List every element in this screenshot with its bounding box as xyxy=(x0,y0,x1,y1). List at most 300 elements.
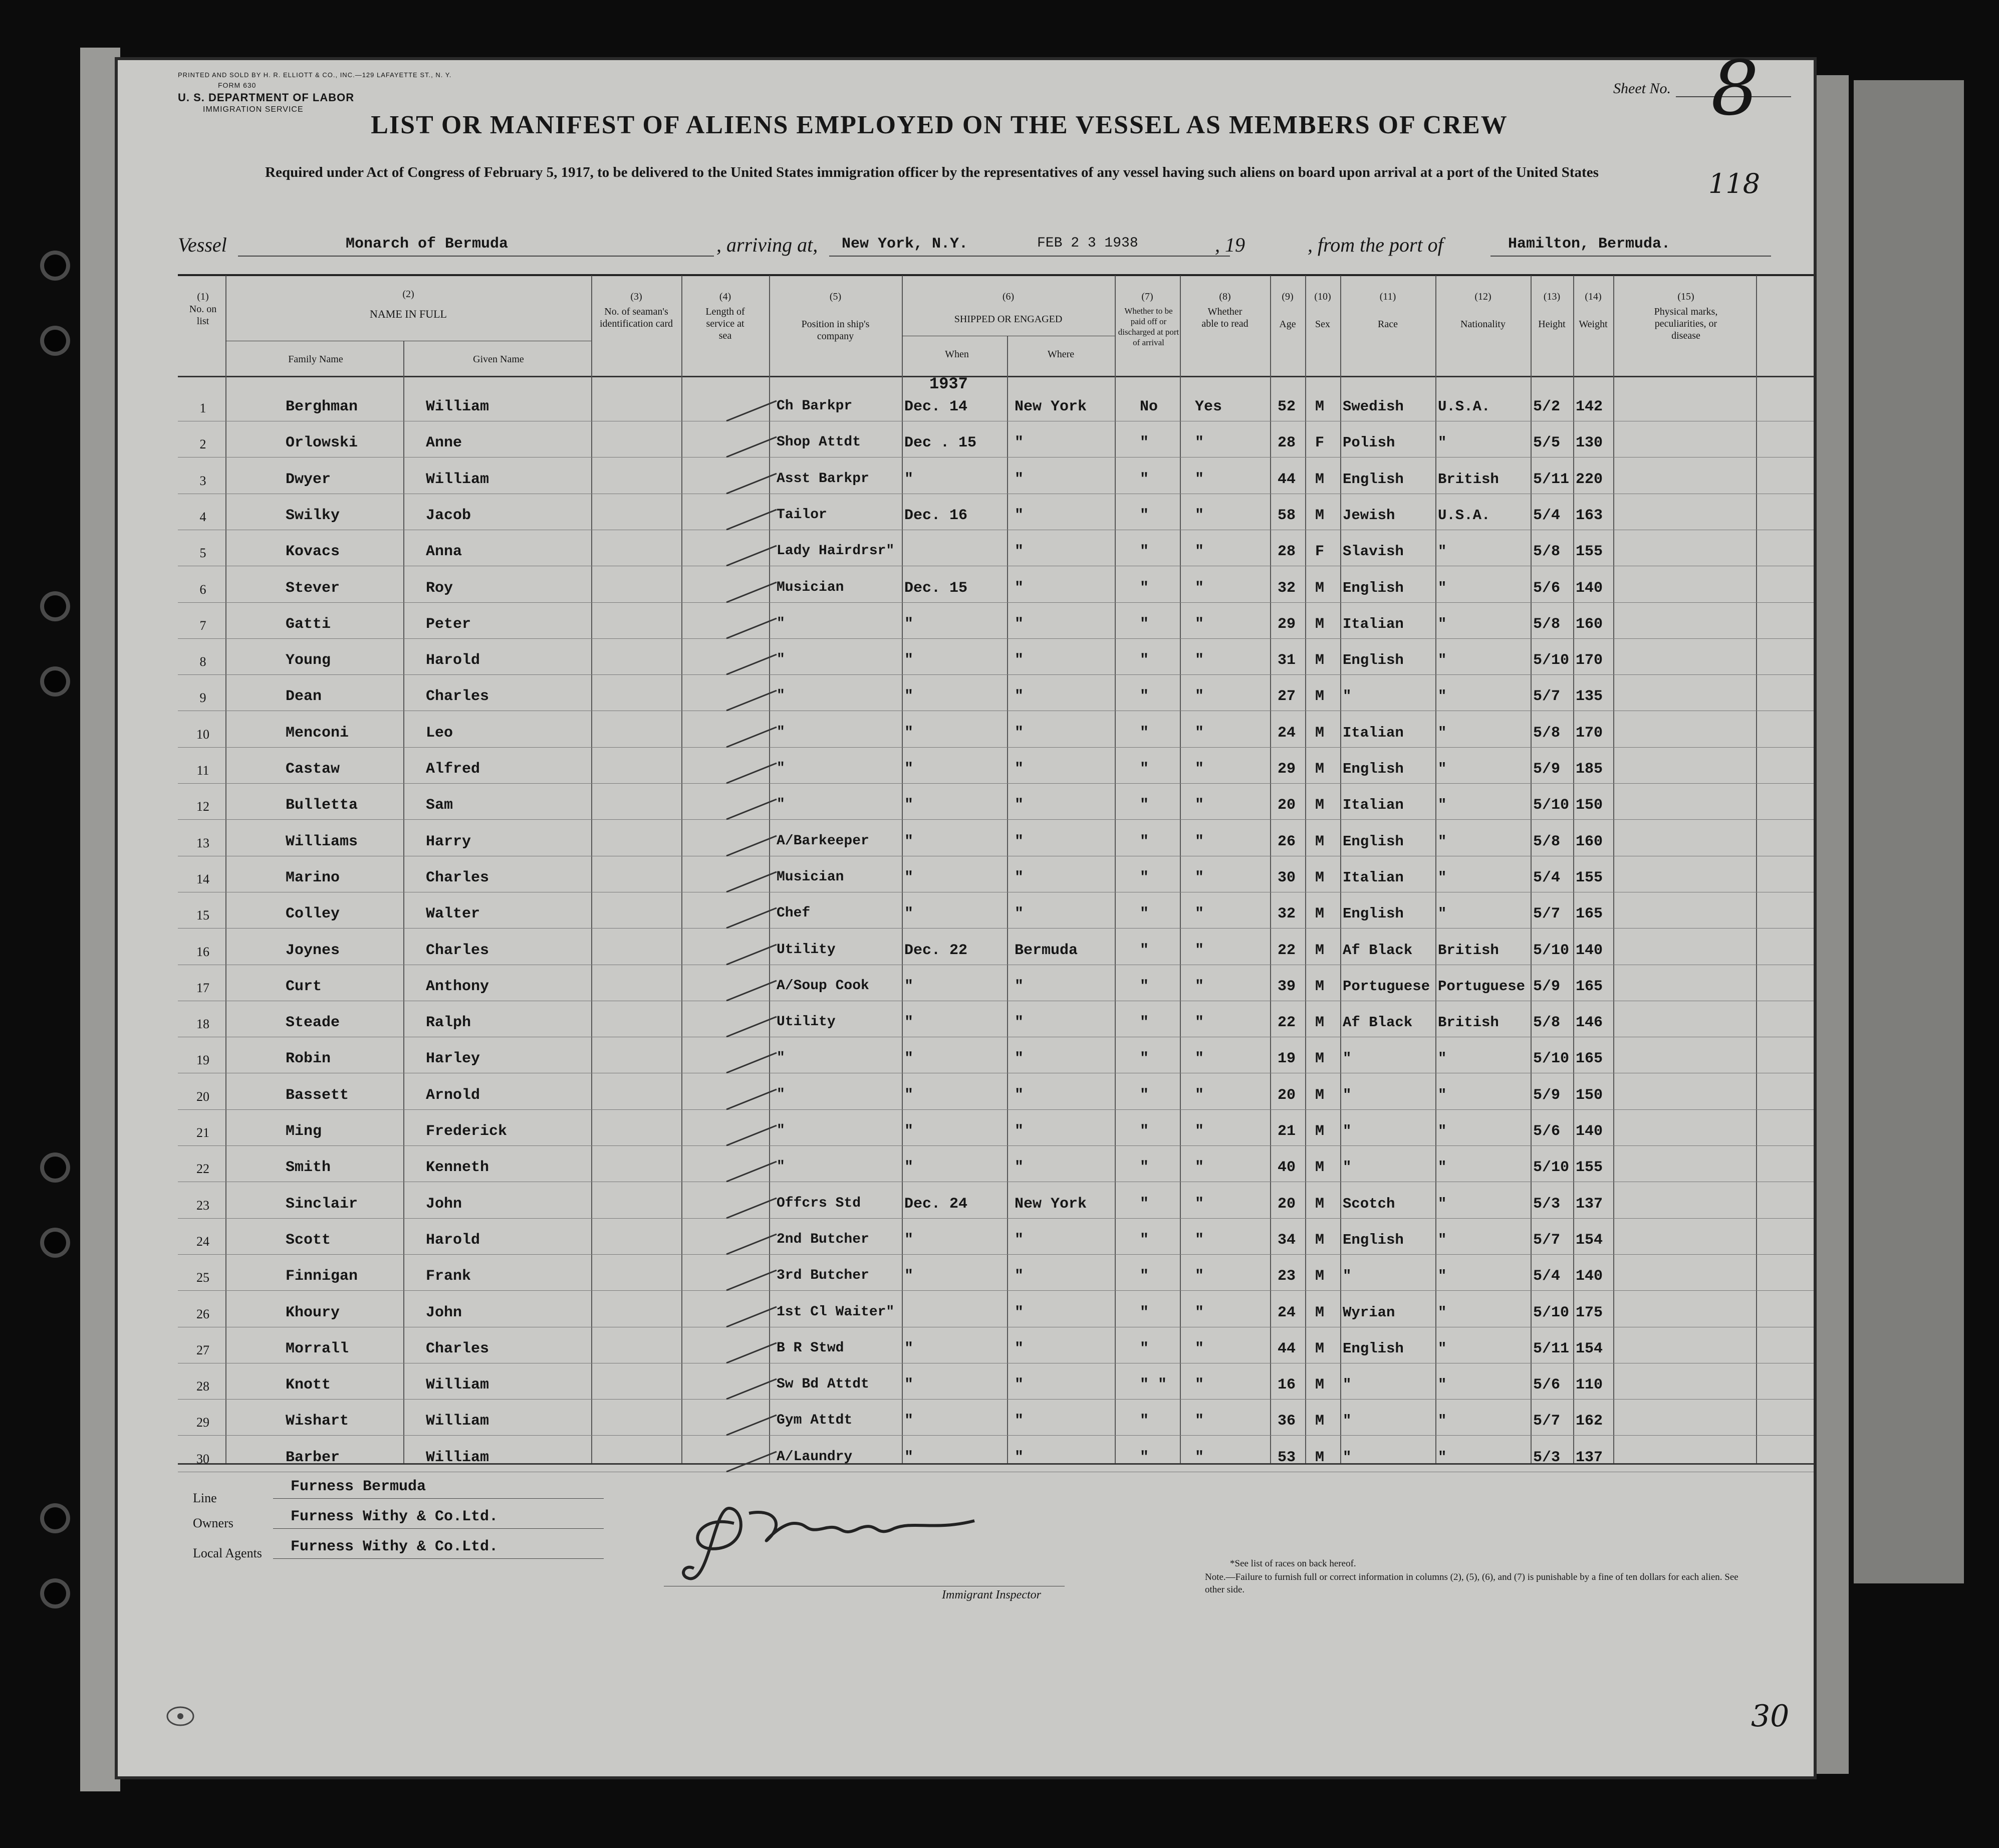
cell-age: 20 xyxy=(1278,1195,1296,1213)
row-number: 16 xyxy=(196,944,209,959)
cell-weight: 165 xyxy=(1576,905,1603,923)
col4-number: (4) xyxy=(719,291,731,302)
row-number: 11 xyxy=(196,763,209,778)
cell-paid: " xyxy=(1140,579,1149,597)
cell-given: Leo xyxy=(426,724,453,742)
owners-label: Owners xyxy=(193,1516,233,1530)
cell-age: 32 xyxy=(1278,579,1296,597)
cell-paid: " " xyxy=(1140,1376,1167,1394)
cell-where: " xyxy=(1015,1159,1024,1177)
cell-weight: 150 xyxy=(1576,1086,1603,1104)
check-tick-icon xyxy=(724,1376,779,1402)
cell-age: 29 xyxy=(1278,615,1296,633)
cell-where: Bermuda xyxy=(1015,942,1078,959)
cell-given: William xyxy=(426,471,489,488)
row-number: 6 xyxy=(199,582,206,597)
cell-family: Steade xyxy=(286,1014,340,1032)
cell-where: " xyxy=(1015,1086,1024,1104)
check-tick-icon xyxy=(724,580,779,605)
cell-age: 29 xyxy=(1278,761,1296,778)
col2-header: NAME IN FULL xyxy=(370,308,447,320)
cell-where: " xyxy=(1015,905,1024,923)
col8-header: Whether able to read xyxy=(1201,306,1248,329)
cell-read: " xyxy=(1195,471,1204,488)
cell-where: " xyxy=(1015,833,1024,850)
cell-read: " xyxy=(1195,1304,1204,1321)
cell-where: " xyxy=(1015,1449,1024,1466)
cell-given: Ralph xyxy=(426,1014,471,1032)
cell-age: 40 xyxy=(1278,1159,1296,1177)
year-label: , 19 xyxy=(1215,234,1245,256)
cell-nationality: " xyxy=(1438,869,1447,886)
cell-paid: " xyxy=(1140,833,1149,850)
col5-number: (5) xyxy=(829,291,842,302)
cell-race: " xyxy=(1343,1050,1352,1067)
table-bottom-line xyxy=(178,1463,1814,1465)
agents-value: Furness Withy & Co.Ltd. xyxy=(291,1538,498,1555)
cell-race: English xyxy=(1343,905,1404,922)
cell-weight: 140 xyxy=(1576,1123,1603,1140)
cell-nationality: " xyxy=(1438,1123,1447,1139)
service: IMMIGRATION SERVICE xyxy=(203,105,304,114)
cell-family: Kovacs xyxy=(286,543,340,561)
cell-family: Ming xyxy=(286,1123,322,1140)
cell-where: " xyxy=(1015,1304,1024,1321)
row-number: 21 xyxy=(196,1125,209,1140)
cell-race: Jewish xyxy=(1343,507,1395,524)
cell-race: Wyrian xyxy=(1343,1304,1395,1321)
cell-age: 16 xyxy=(1278,1376,1296,1394)
cell-weight: 150 xyxy=(1576,797,1603,814)
cell-weight: 162 xyxy=(1576,1413,1603,1430)
from-label: , from the port of xyxy=(1308,234,1443,256)
vessel-underline xyxy=(238,256,714,257)
cell-given: Frederick xyxy=(426,1123,508,1140)
cell-given: Peter xyxy=(426,615,471,633)
row-divider xyxy=(178,1290,1814,1291)
row-number: 5 xyxy=(199,546,206,561)
cell-position: " xyxy=(777,652,785,668)
cell-when: Dec. 22 xyxy=(904,942,968,959)
col-divider xyxy=(591,276,592,1463)
binder-hole xyxy=(40,1503,70,1533)
cell-when: " xyxy=(904,652,914,669)
col7-number: (7) xyxy=(1141,291,1153,302)
check-tick-icon xyxy=(724,434,779,459)
cell-family: Orlowski xyxy=(286,434,358,452)
cell-read: " xyxy=(1195,1086,1204,1104)
cell-position: 3rd Butcher xyxy=(777,1268,869,1284)
cell-where: " xyxy=(1015,797,1024,814)
cell-position: Lady Hairdrsr" xyxy=(777,543,895,559)
cell-sex: M xyxy=(1315,1449,1325,1466)
cell-height: 5/10 xyxy=(1533,1159,1570,1177)
col-divider xyxy=(1613,276,1614,1463)
cell-given: William xyxy=(426,1449,489,1466)
cell-sex: M xyxy=(1315,1268,1325,1285)
cell-paid: " xyxy=(1140,869,1149,886)
cell-weight: 154 xyxy=(1576,1340,1603,1357)
cell-position: A/Laundry xyxy=(777,1449,853,1465)
cell-position: Utility xyxy=(777,1014,836,1030)
cell-race: " xyxy=(1343,1413,1352,1430)
cell-nationality: " xyxy=(1438,1159,1447,1176)
cell-given: Harley xyxy=(426,1050,480,1068)
cell-given: Roy xyxy=(426,579,453,597)
cell-race: English xyxy=(1343,471,1404,488)
cell-weight: 165 xyxy=(1576,978,1603,995)
vessel-label: Vessel xyxy=(178,234,227,256)
col14-number: (14) xyxy=(1585,291,1602,302)
cell-family: Menconi xyxy=(286,724,349,742)
cell-position: " xyxy=(777,797,785,813)
cell-sex: F xyxy=(1315,543,1325,561)
cell-read: " xyxy=(1195,1123,1204,1140)
check-tick-icon xyxy=(724,1196,779,1221)
cell-when: Dec. 24 xyxy=(904,1195,968,1213)
cell-family: Joynes xyxy=(286,942,340,959)
cell-given: Sam xyxy=(426,797,453,814)
cell-weight: 155 xyxy=(1576,1159,1603,1177)
cell-paid: " xyxy=(1140,761,1149,778)
cell-sex: M xyxy=(1315,652,1325,669)
cell-where: " xyxy=(1015,543,1024,561)
row-number: 19 xyxy=(196,1053,209,1068)
cell-when: " xyxy=(904,1340,914,1357)
arriving-port: New York, N.Y. xyxy=(842,236,968,253)
row-divider xyxy=(178,783,1814,784)
col10-header: Sex xyxy=(1315,319,1330,330)
cell-nationality: " xyxy=(1438,688,1447,705)
cell-race: Italian xyxy=(1343,615,1404,632)
cell-position: A/Soup Cook xyxy=(777,978,869,994)
cell-position: Shop Attdt xyxy=(777,434,861,450)
cell-when: " xyxy=(904,1376,914,1394)
cell-read: " xyxy=(1195,1376,1204,1394)
row-number: 18 xyxy=(196,1017,209,1032)
cell-height: 5/10 xyxy=(1533,652,1570,669)
cell-position: Asst Barkpr xyxy=(777,471,869,487)
cell-position: Gym Attdt xyxy=(777,1413,853,1429)
cell-when: " xyxy=(904,1159,914,1177)
check-tick-icon xyxy=(724,688,779,713)
cell-height: 5/4 xyxy=(1533,1268,1561,1285)
row-divider xyxy=(178,819,1814,820)
cell-where: " xyxy=(1015,1231,1024,1249)
cell-age: 28 xyxy=(1278,434,1296,452)
cell-when: " xyxy=(904,1449,914,1466)
cell-paid: " xyxy=(1140,615,1149,633)
col6-number: (6) xyxy=(1002,291,1015,302)
cell-sex: M xyxy=(1315,833,1325,850)
row-number: 8 xyxy=(199,654,206,669)
cell-height: 5/11 xyxy=(1533,1340,1570,1357)
cell-weight: 154 xyxy=(1576,1231,1603,1249)
cell-given: Charles xyxy=(426,688,489,706)
from-underline xyxy=(1490,256,1771,257)
cell-weight: 160 xyxy=(1576,615,1603,633)
cell-read: " xyxy=(1195,1268,1204,1285)
date-stamp: FEB 2 3 1938 xyxy=(1037,236,1138,251)
cell-read: " xyxy=(1195,978,1204,995)
cell-race: Af Black xyxy=(1343,942,1413,959)
cell-family: Marino xyxy=(286,869,340,886)
cell-race: English xyxy=(1343,761,1404,777)
cell-family: Dwyer xyxy=(286,471,331,488)
check-tick-icon xyxy=(724,1159,779,1184)
check-tick-icon xyxy=(724,1014,779,1039)
col-divider xyxy=(1305,276,1306,1463)
cell-given: Harold xyxy=(426,1231,480,1249)
cell-read: " xyxy=(1195,942,1204,959)
line-label: Line xyxy=(193,1491,217,1505)
cell-height: 5/3 xyxy=(1533,1449,1561,1466)
cell-age: 52 xyxy=(1278,398,1296,415)
row-divider xyxy=(178,1435,1814,1436)
cell-when: " xyxy=(904,869,914,886)
cell-given: Anne xyxy=(426,434,462,452)
cell-age: 44 xyxy=(1278,1340,1296,1357)
sheet-sub-number: 118 xyxy=(1708,168,1761,199)
cell-paid: " xyxy=(1140,724,1149,742)
cell-given: Alfred xyxy=(426,761,480,778)
cell-paid: " xyxy=(1140,1123,1149,1140)
cell-when: " xyxy=(904,905,914,923)
cell-weight: 140 xyxy=(1576,579,1603,597)
cell-nationality: " xyxy=(1438,1050,1447,1067)
check-tick-icon xyxy=(724,1449,779,1474)
col10-number: (10) xyxy=(1314,291,1331,302)
cell-given: William xyxy=(426,1376,489,1394)
owners-value: Furness Withy & Co.Ltd. xyxy=(291,1508,498,1525)
cell-weight: 170 xyxy=(1576,724,1603,742)
cell-race: " xyxy=(1343,688,1352,705)
row-number: 17 xyxy=(196,980,209,995)
page-total: 30 xyxy=(1751,1699,1790,1734)
cell-age: 21 xyxy=(1278,1123,1296,1140)
cell-height: 5/7 xyxy=(1533,1413,1561,1430)
col7-header: Whether to be paid off or discharged at port of arrival xyxy=(1118,306,1179,347)
stacked-sheet-edge xyxy=(80,48,120,1791)
cell-family: Barber xyxy=(286,1449,340,1466)
cell-paid: " xyxy=(1140,688,1149,706)
cell-nationality: U.S.A. xyxy=(1438,398,1490,415)
row-divider xyxy=(178,1254,1814,1255)
cell-family: Scott xyxy=(286,1231,331,1249)
cell-nationality: " xyxy=(1438,652,1447,669)
cell-sex: M xyxy=(1315,1159,1325,1177)
cell-sex: M xyxy=(1315,869,1325,886)
cell-when: " xyxy=(904,978,914,995)
cell-nationality: " xyxy=(1438,724,1447,741)
cell-sex: M xyxy=(1315,1304,1325,1321)
cell-paid: " xyxy=(1140,471,1149,488)
cell-read: " xyxy=(1195,1231,1204,1249)
cell-height: 5/2 xyxy=(1533,398,1561,415)
cell-family: Smith xyxy=(286,1159,331,1177)
cell-family: Knott xyxy=(286,1376,331,1394)
cell-age: 24 xyxy=(1278,724,1296,742)
col-divider xyxy=(681,276,682,1463)
cell-race: English xyxy=(1343,652,1404,669)
cell-age: 27 xyxy=(1278,688,1296,706)
cell-when: " xyxy=(904,833,914,850)
check-tick-icon xyxy=(724,507,779,532)
cell-height: 5/4 xyxy=(1533,507,1561,524)
col13-header: Height xyxy=(1538,319,1566,330)
cell-family: Berghman xyxy=(286,398,358,415)
cell-read: " xyxy=(1195,1159,1204,1177)
cell-family: Khoury xyxy=(286,1304,340,1321)
row-number: 28 xyxy=(196,1379,209,1394)
row-divider xyxy=(178,928,1814,929)
col3-number: (3) xyxy=(630,291,642,302)
cell-given: John xyxy=(426,1304,462,1321)
cell-height: 5/9 xyxy=(1533,1086,1561,1104)
cell-where: " xyxy=(1015,1014,1024,1032)
cell-when: " xyxy=(904,1413,914,1430)
cell-nationality: " xyxy=(1438,905,1447,922)
cell-family: Bassett xyxy=(286,1086,349,1104)
cell-given: Frank xyxy=(426,1268,471,1285)
cell-nationality: " xyxy=(1438,1376,1447,1394)
cell-read: " xyxy=(1195,507,1204,524)
cell-read: " xyxy=(1195,1014,1204,1032)
col-divider xyxy=(403,341,404,1463)
row-number: 12 xyxy=(196,799,209,814)
cell-position: Offcrs Std xyxy=(777,1195,861,1211)
cell-sex: M xyxy=(1315,905,1325,923)
cell-read: " xyxy=(1195,797,1204,814)
cell-given: Walter xyxy=(426,905,480,923)
col12-number: (12) xyxy=(1474,291,1491,302)
cell-race: " xyxy=(1343,1449,1352,1466)
check-tick-icon xyxy=(724,1340,779,1365)
department: U. S. DEPARTMENT OF LABOR xyxy=(178,91,355,104)
cell-when: " xyxy=(904,1014,914,1032)
check-tick-icon xyxy=(724,652,779,677)
cell-age: 32 xyxy=(1278,905,1296,923)
cell-nationality: " xyxy=(1438,1086,1447,1103)
cell-weight: 140 xyxy=(1576,942,1603,959)
col-divider xyxy=(1180,276,1181,1463)
cell-read: " xyxy=(1195,543,1204,561)
cell-where: " xyxy=(1015,978,1024,995)
cell-when: " xyxy=(904,1086,914,1104)
cell-weight: 163 xyxy=(1576,507,1603,524)
col2-number: (2) xyxy=(402,289,414,300)
row-number: 10 xyxy=(196,727,209,742)
col11-header: Race xyxy=(1378,319,1398,330)
inspector-label: Immigrant Inspector xyxy=(942,1588,1041,1601)
cell-given: Jacob xyxy=(426,507,471,524)
cell-race: Af Black xyxy=(1343,1014,1413,1031)
cell-family: Colley xyxy=(286,905,340,923)
cell-paid: " xyxy=(1140,1159,1149,1177)
form-number: FORM 630 xyxy=(218,81,257,89)
col9-number: (9) xyxy=(1282,291,1294,302)
cell-when: " xyxy=(904,1123,914,1140)
col4-header: Length of service at sea xyxy=(705,306,745,341)
cell-age: 24 xyxy=(1278,1304,1296,1321)
col-divider xyxy=(1435,276,1436,1463)
cell-nationality: " xyxy=(1438,797,1447,814)
cell-sex: M xyxy=(1315,761,1325,778)
cell-when: " xyxy=(904,615,914,633)
row-divider xyxy=(178,638,1814,639)
cell-given: William xyxy=(426,1413,489,1430)
cell-where: New York xyxy=(1015,398,1087,415)
cell-height: 5/8 xyxy=(1533,615,1561,633)
cell-weight: 140 xyxy=(1576,1268,1603,1285)
col6-header: SHIPPED OR ENGAGED xyxy=(954,314,1063,325)
check-tick-icon xyxy=(724,1087,779,1112)
cell-when: " xyxy=(904,471,914,488)
check-tick-icon xyxy=(724,1268,779,1293)
cell-paid: " xyxy=(1140,1268,1149,1285)
col15-number: (15) xyxy=(1677,291,1694,302)
races-note: *See list of races on back hereof. xyxy=(1230,1558,1356,1569)
binder-hole xyxy=(40,1578,70,1608)
cell-where: " xyxy=(1015,471,1024,488)
cell-where: " xyxy=(1015,1340,1024,1357)
cell-weight: 155 xyxy=(1576,543,1603,561)
col14-header: Weight xyxy=(1579,319,1608,330)
cell-paid: " xyxy=(1140,543,1149,561)
cell-nationality: " xyxy=(1438,1340,1447,1357)
owners-underline xyxy=(273,1528,604,1529)
cell-given: Harold xyxy=(426,652,480,669)
cell-height: 5/8 xyxy=(1533,833,1561,850)
col6a-header: When xyxy=(945,349,969,360)
cell-height: 5/7 xyxy=(1533,905,1561,923)
cell-sex: M xyxy=(1315,615,1325,633)
cell-age: 22 xyxy=(1278,1014,1296,1032)
cell-sex: M xyxy=(1315,1123,1325,1140)
cell-weight: 130 xyxy=(1576,434,1603,452)
cell-race: Polish xyxy=(1343,434,1395,451)
cell-race: Swedish xyxy=(1343,398,1404,415)
cell-where: " xyxy=(1015,761,1024,778)
binder-hole xyxy=(40,666,70,697)
row-divider xyxy=(178,1109,1814,1110)
cell-where: " xyxy=(1015,1123,1024,1140)
col6b-header: Where xyxy=(1047,349,1075,360)
cell-given: Harry xyxy=(426,833,471,850)
row-number: 4 xyxy=(199,509,206,524)
table-top-line xyxy=(178,274,1814,276)
cell-family: Wishart xyxy=(286,1413,349,1430)
row-divider xyxy=(178,1145,1814,1146)
cell-where: " xyxy=(1015,652,1024,669)
line-underline xyxy=(273,1498,604,1499)
arriving-label: , arriving at, xyxy=(716,234,818,256)
year-shipped: 1937 xyxy=(929,375,968,393)
cell-position: Musician xyxy=(777,869,844,885)
row-number: 22 xyxy=(196,1162,209,1177)
cell-read: " xyxy=(1195,1449,1204,1466)
cell-read: " xyxy=(1195,905,1204,923)
binder-hole xyxy=(40,591,70,621)
cell-position: Ch Barkpr xyxy=(777,398,853,414)
cell-nationality: " xyxy=(1438,761,1447,777)
cell-family: Stever xyxy=(286,579,340,597)
cell-height: 5/10 xyxy=(1533,797,1570,814)
cell-given: Anna xyxy=(426,543,462,561)
sheet-label: Sheet No. xyxy=(1613,80,1671,97)
cell-where: " xyxy=(1015,434,1024,452)
stacked-sheet-edge xyxy=(1814,75,1849,1774)
